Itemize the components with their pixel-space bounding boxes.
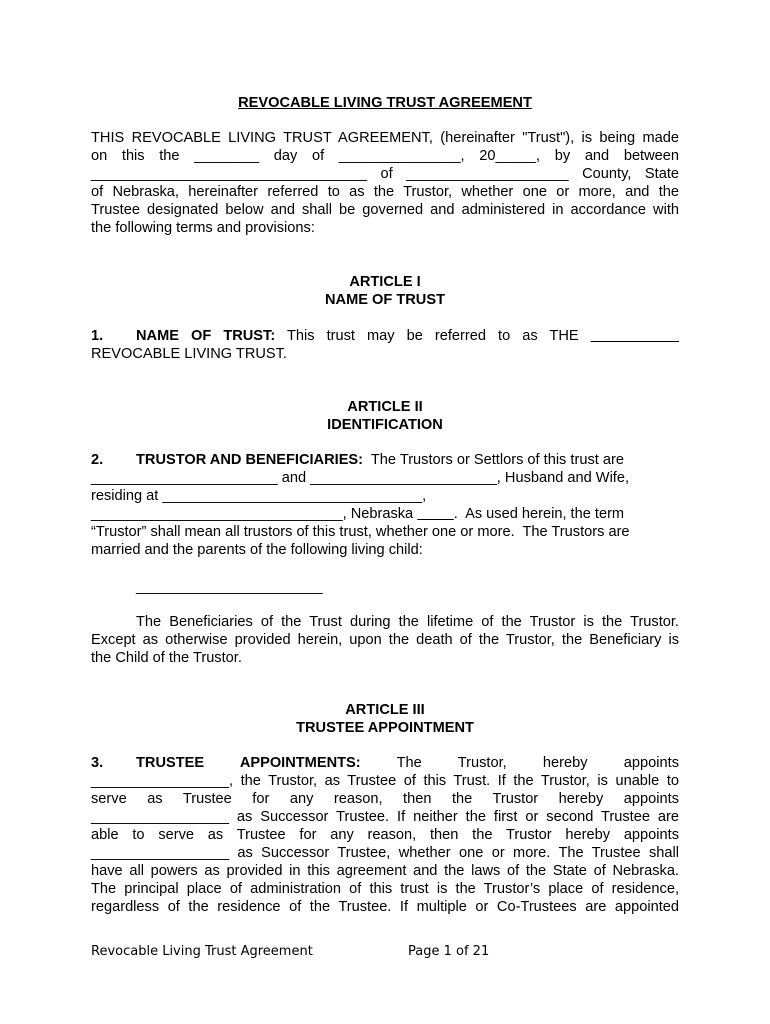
intro-paragraph: [91, 129, 679, 237]
beneficiaries-line: Except as otherwise provided herein, upon the death of the Trustor, the Beneficiary is: [91, 632, 679, 648]
intro-line: __________________________________ of ____________________ County, State: [91, 166, 679, 182]
beneficiaries-line: [91, 613, 679, 631]
section-3-number: 3.: [91, 755, 104, 771]
section-1-text: This trust may be referred to as THE: [286, 328, 579, 344]
section-3-text: The Trustor, hereby appoints: [396, 755, 679, 771]
section-2-line: [91, 451, 679, 469]
section-3-line: _________________, the Trustor, as Trustee of this Trust. If the Trustor, is unable to: [91, 773, 679, 789]
article-3-heading: TRUSTEE APPOINTMENT: [296, 720, 474, 736]
section-2-title: TRUSTOR AND BENEFICIARIES:: [136, 452, 364, 468]
section-2-line: residing at ________________________________,: [91, 488, 427, 504]
section-2-line: married and the parents of the following living child:: [91, 542, 423, 558]
section-3-line: _________________ as Successor Trustee. If neither the first or second Trustee are: [91, 809, 679, 825]
article-2-heading: IDENTIFICATION: [327, 417, 443, 433]
section-1: [91, 327, 679, 363]
article-1-number: ARTICLE I: [349, 274, 421, 290]
zip-blank: [417, 506, 454, 522]
section-3-line: serve as Trustee for any reason, then the Trustor hereby appoints: [91, 791, 679, 807]
article-2-number: ARTICLE II: [347, 399, 423, 415]
section-2-text: . As used herein, the term: [453, 506, 625, 522]
section-2-line: [91, 505, 679, 523]
article-1-heading: NAME OF TRUST: [325, 292, 445, 308]
intro-line: THIS REVOCABLE LIVING TRUST AGREEMENT, (hereinafter "Trust"), is being made: [91, 130, 679, 146]
trust-name-blank: [591, 328, 679, 344]
section-2-line: _______________________ and _______________________, Husband and Wife,: [91, 470, 630, 486]
section-3-line: able to serve as Trustee for any reason, then the Trustor hereby appoints: [91, 827, 679, 843]
intro-line: of Nebraska, hereinafter referred to as the Trustor, whether one or more, and the: [91, 184, 679, 200]
footer-document-name: Revocable Living Trust Agreement: [91, 944, 313, 959]
beneficiaries-paragraph: [91, 613, 679, 667]
article-3-number: ARTICLE III: [345, 702, 425, 718]
section-2-line: “Trustor” shall mean all trustors of this trust, whether one or more. The Trustors are: [91, 524, 630, 540]
section-1-number: 1.: [91, 328, 104, 344]
residence-city-blank: _______________________________, Nebraska: [91, 506, 418, 522]
child-name-line: _______________________: [136, 579, 323, 595]
beneficiaries-text: The Beneficiaries of the Trust during the lifetime of the Trustor is the Trustor.: [136, 614, 679, 630]
section-2: [91, 451, 679, 559]
section-3-line: have all powers as provided in this agreement and the laws of the State of Nebraska.: [91, 863, 679, 879]
section-3-line: regardless of the residence of the Trustee. If multiple or Co-Trustees are appointed: [91, 899, 679, 915]
section-1-line: [91, 327, 679, 345]
child-name-blank: [136, 578, 536, 596]
beneficiaries-line: the Child of the Trustor.: [91, 650, 242, 666]
section-3-title: TRUSTEE APPOINTMENTS:: [136, 755, 361, 771]
document-title: REVOCABLE LIVING TRUST AGREEMENT: [238, 95, 532, 111]
section-2-number: 2.: [91, 452, 104, 468]
section-2-text: The Trustors or Settlors of this trust are: [370, 452, 624, 468]
section-3-line: [91, 754, 679, 772]
intro-line: Trustee designated below and shall be governed and administered in accordance with: [91, 202, 679, 218]
section-3-line: The principal place of administration of this trust is the Trustor’s place of residence,: [91, 881, 679, 897]
intro-line: the following terms and provisions:: [91, 220, 315, 236]
intro-line: on this the ________ day of _______________, 20_____, by and between: [91, 148, 679, 164]
section-1-line: REVOCABLE LIVING TRUST.: [91, 346, 287, 362]
footer-page-number: Page 1 of 21: [408, 944, 490, 959]
section-1-title: NAME OF TRUST:: [136, 328, 276, 344]
section-3: [91, 754, 679, 916]
section-3-line: _________________ as Successor Trustee, whether one or more. The Trustee shall: [91, 845, 679, 861]
